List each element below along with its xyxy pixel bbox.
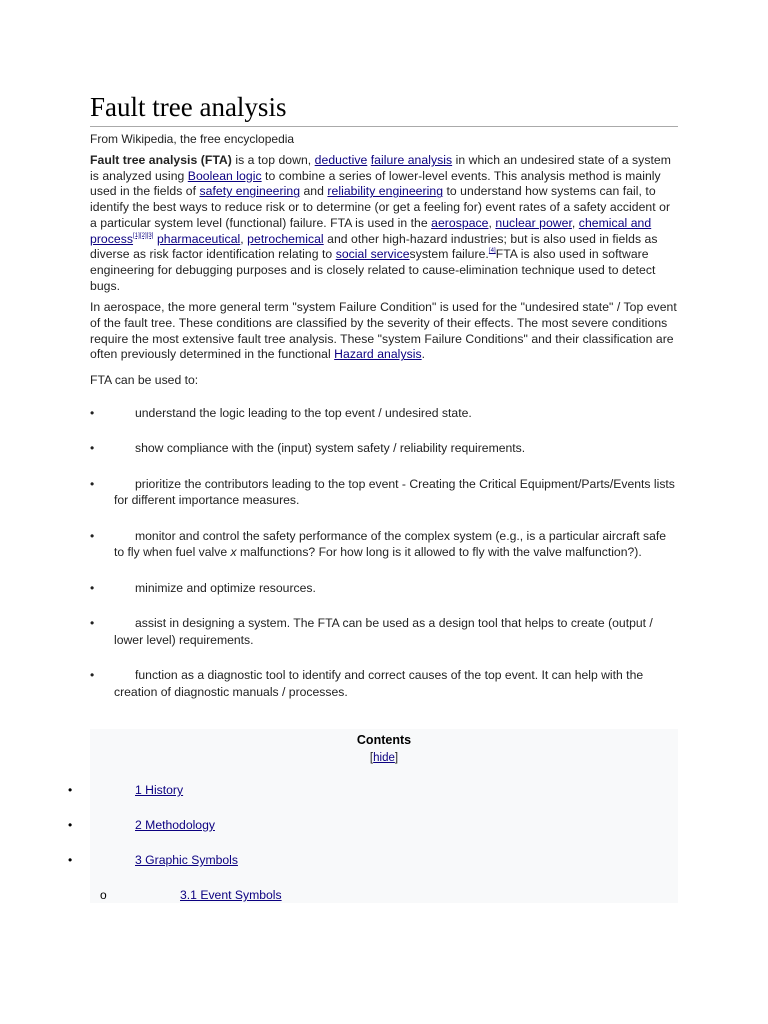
bullet-icon: • [68,783,73,797]
link-chemical-process[interactable]: chemical and process [90,215,652,246]
citation-1-3[interactable]: [1][2][3] [133,232,154,239]
bullet-icon: • [90,476,95,491]
bullet-icon: • [90,405,95,420]
list-item: • monitor and control the safety performance of the complex system (e.g., is a particular aircraft safe to fly when fuel valve x malfunctions? For how long is it allowed to fly with the valve malfunction?). [90,528,667,560]
toc-item-graphic-symbols[interactable]: 3 Graphic Symbols [135,853,238,867]
link-aerospace[interactable]: aerospace [431,215,489,230]
bullet-icon: • [68,853,73,867]
link-hazard-analysis[interactable]: Hazard analysis [334,347,422,362]
table-of-contents [90,729,678,903]
bullet-icon: • [90,668,95,683]
link-boolean-logic[interactable]: Boolean logic [187,168,262,183]
list-item: • minimize and optimize resources. [90,580,316,595]
toc-item-methodology[interactable]: 2 Methodology [135,818,215,832]
page-subtitle: From Wikipedia, the free encyclopedia [90,132,295,146]
bullet-icon: • [90,441,95,456]
intro-paragraph: Fault tree analysis (FTA) is a top down, deductive failure analysis in which an undesired state of a system is analyzed using Boolean logic to combine a series of lower-level events. This analysis method is mainly used in the fields of safety engineering and reliability engineering to understand how systems can fail, to identify the best ways to reduce risk or to determine (or get a feeling for) event rates of a safety accident or a particular system level (functional) failure. FTA is used in the aerospace, nuclear power, chemical and process[1][2][3] pharmaceutical, petrochemical and other high-hazard industries; but is also used in fields as diverse as risk factor identification relating to social servicesystem failure.[4]FTA is also used in software engineering for debugging purposes and is closely related to cause-elimination technique used to detect bugs. [90,153,671,293]
list-item: • show compliance with the (input) system safety / reliability requirements. [90,441,526,456]
link-petrochemical[interactable]: petrochemical [247,231,324,246]
bullet-icon: • [68,818,73,832]
page-title: Fault tree analysis [90,90,678,127]
citation-4[interactable]: [4] [488,248,496,255]
bullet-icon: • [90,616,95,631]
toc-hide-toggle: [hide] [369,752,399,764]
toc-hide-link[interactable]: hide [373,752,395,764]
bullet-icon: • [90,580,95,595]
list-item: • function as a diagnostic tool to identify and correct causes of the top event. It can help with the creation of diagnostic manuals / processes. [90,668,644,699]
list-item: • understand the logic leading to the top event / undesired state. [90,405,472,420]
link-pharmaceutical[interactable]: pharmaceutical [156,231,241,246]
list-item: • prioritize the contributors leading to the top event - Creating the Critical Equipment/Parts/Events lists for different importance measures. [90,476,675,508]
toc-item-event-symbols[interactable]: 3.1 Event Symbols [180,888,282,902]
sub-bullet-icon: o [100,888,107,902]
link-safety-engineering[interactable]: safety engineering [199,184,301,199]
link-social-service[interactable]: social service [335,247,410,262]
link-deductive[interactable]: deductive [314,153,368,167]
aerospace-paragraph: In aerospace, the more general term "system Failure Condition" is used for the "undesired state" / Top event of the fault tree. These conditions are classified by the severity of their effects. The most severe conditions require the most extensive fault tree analysis. These "system Failure Conditions" and their classification are often previously determined in the functional Hazard analysis. [90,300,677,362]
link-failure-analysis[interactable]: failure analysis [370,153,453,167]
uses-intro: FTA can be used to: [90,373,199,388]
toc-title: Contents [356,733,412,747]
uses-list [90,405,678,701]
article-term: Fault tree analysis (FTA) [90,153,232,167]
bullet-icon: • [90,528,95,543]
toc-item-history[interactable]: 1 History [135,783,184,797]
link-reliability-engineering[interactable]: reliability engineering [327,184,444,199]
list-item: • assist in designing a system. The FTA can be used as a design tool that helps to create (output / lower level) requirements. [90,616,653,647]
link-nuclear-power[interactable]: nuclear power [495,215,572,230]
article [90,90,678,719]
